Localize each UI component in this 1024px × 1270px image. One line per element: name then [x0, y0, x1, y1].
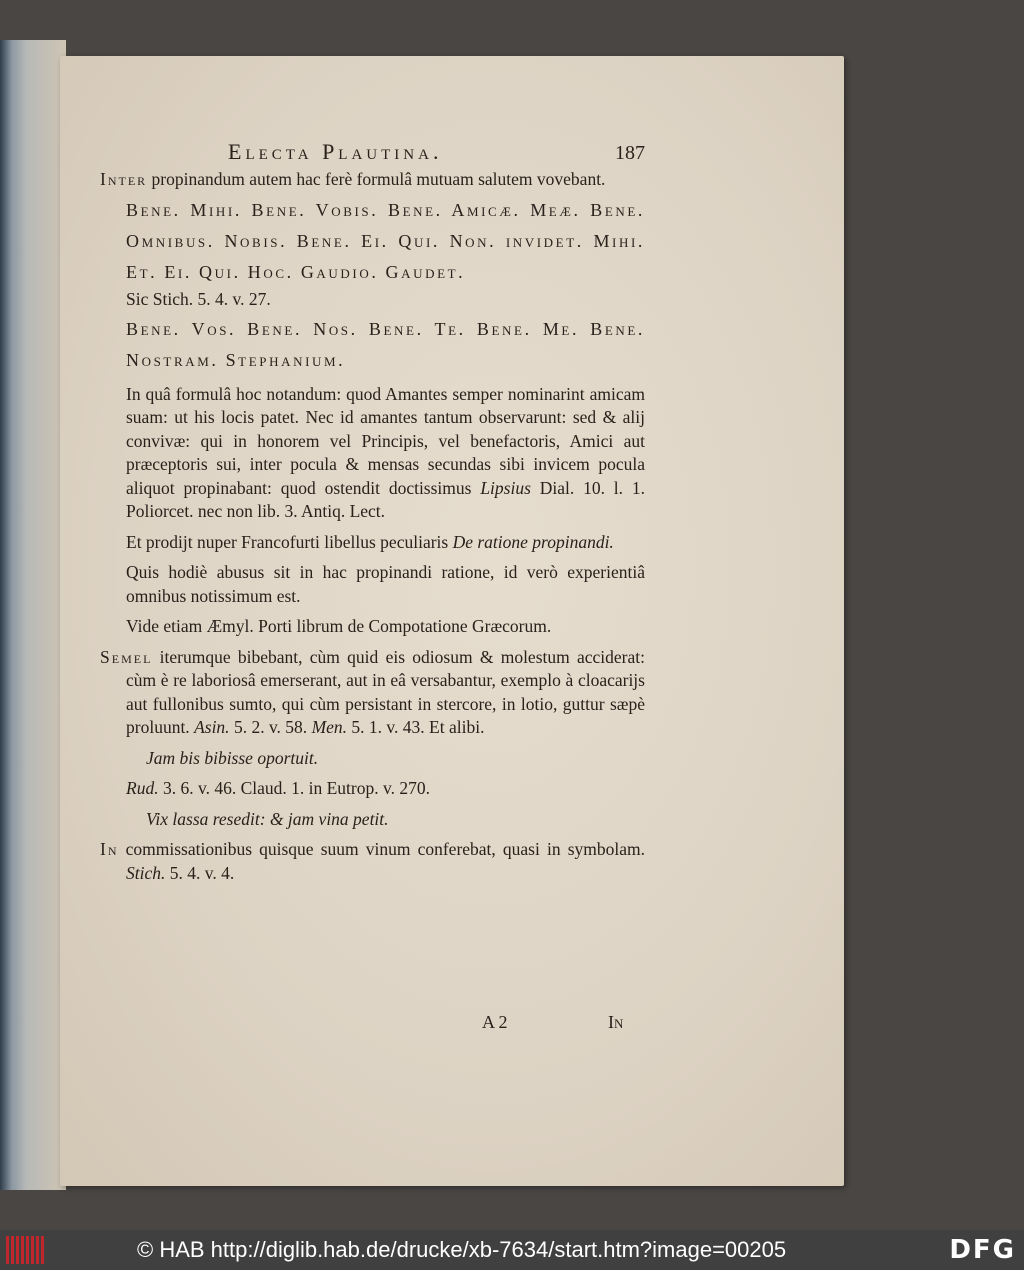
paragraph-text: Dial. 10. l. 1. Poliorcet. nec non lib. 3. Antiq. Lect. — [126, 477, 645, 521]
page-number: 187 — [615, 142, 645, 164]
paragraph-stich-ref: Sic Stich. 5. 4. v. 27. — [126, 289, 271, 309]
toast-formula-1: Bene. Mihi. Bene. Vobis. Bene. Amicæ. Meæ. Bene. Omnibus. Nobis. Bene. Ei. Qui. Non. invidet. Mihi. Et. Ei. Qui. Hoc. Gaudio. Gaudet. — [126, 200, 645, 282]
page-text — [100, 140, 645, 885]
paragraph-text: In quâ formulâ hoc notandum: quod Amantes semper nominarint amicam suam: ut his locis patet. Nec id amantes tantum observarunt: sed & alij convivæ: qui in honorem vel Principis, vel benefactoris, Amici aut præceptoris sui, inter pocula & mensas secundas sibi invicem pocula aliquot propinabant: quod ostendit doctissimus — [126, 383, 645, 498]
catchword: In — [608, 1012, 624, 1032]
paragraph-text: commissationibus quisque suum vinum conferebat, quasi in symbolam. — [118, 839, 645, 859]
paragraph-vide: Vide etiam Æmyl. Porti librum de Compotatione Græcorum. — [126, 616, 552, 636]
paragraph-abuse: Quis hodiè abusus sit in hac propinandi ratione, id verò experientiâ omnibus notissimum est. — [126, 562, 645, 606]
paragraph-inter — [100, 168, 645, 192]
book-title: De ratione propinandi. — [452, 531, 614, 552]
facing-page-edge — [0, 40, 66, 1190]
paragraph-text: iterumque bibebant, cùm quid eis odiosum & molestum acciderat: cùm è re laboriosâ emerserant, aut in eâ versabantur, exemplo à cloacarijs aut fullonibus sumto, qui cùm persistant in stercore, in lotio, guttur sæpè proluunt. — [126, 646, 645, 737]
citation-ref: 5. 2. v. 58. — [229, 717, 312, 737]
paragraph-text: propinandum autem hac ferè formulâ mutuam salutem vovebant. — [147, 168, 606, 189]
paragraph-commentary — [100, 383, 645, 524]
paragraph-text: Et prodijt nuper Francofurti libellus peculiaris — [126, 531, 453, 552]
running-head — [100, 140, 645, 166]
paragraph-semel — [100, 646, 645, 740]
paragraph-francofurti — [100, 531, 645, 555]
signature-mark: A 2 — [482, 1012, 508, 1032]
lead-word: Inter — [100, 168, 148, 189]
quote-jam-bis: Jam bis bibisse oportuit. — [146, 747, 319, 768]
copyright-link[interactable]: © HAB http://diglib.hab.de/drucke/xb-7634/start.htm?image=00205 — [137, 1237, 787, 1262]
hab-logo-icon[interactable] — [6, 1236, 46, 1264]
lead-word: In — [100, 839, 119, 859]
citation-work: Rud. — [126, 778, 159, 798]
quote-vix-lassa: Vix lassa resedit: & jam vina petit. — [146, 808, 389, 829]
citation-ref: 5. 4. v. 4. — [165, 862, 235, 883]
citation-work: Stich. — [126, 862, 166, 883]
running-head-title: Electa Plautina. — [228, 139, 443, 164]
author-name: Lipsius — [480, 477, 531, 498]
citation-ref: 5. 1. v. 43. Et alibi. — [347, 717, 485, 737]
paragraph-rud — [100, 777, 645, 801]
citation-work: Men. — [311, 717, 348, 737]
citation-work: Asin. — [194, 717, 230, 737]
lead-word: Semel — [100, 646, 153, 667]
paragraph-in-commissationibus — [100, 838, 645, 885]
dfg-logo-icon[interactable]: DFG — [949, 1235, 1016, 1265]
viewer-footer — [0, 1230, 1024, 1270]
toast-formula-2: Bene. Vos. Bene. Nos. Bene. Te. Bene. Me. Bene. Nostram. Stephanium. — [126, 318, 645, 370]
citation-ref: 3. 6. v. 46. Claud. 1. in Eutrop. v. 270. — [158, 778, 430, 798]
